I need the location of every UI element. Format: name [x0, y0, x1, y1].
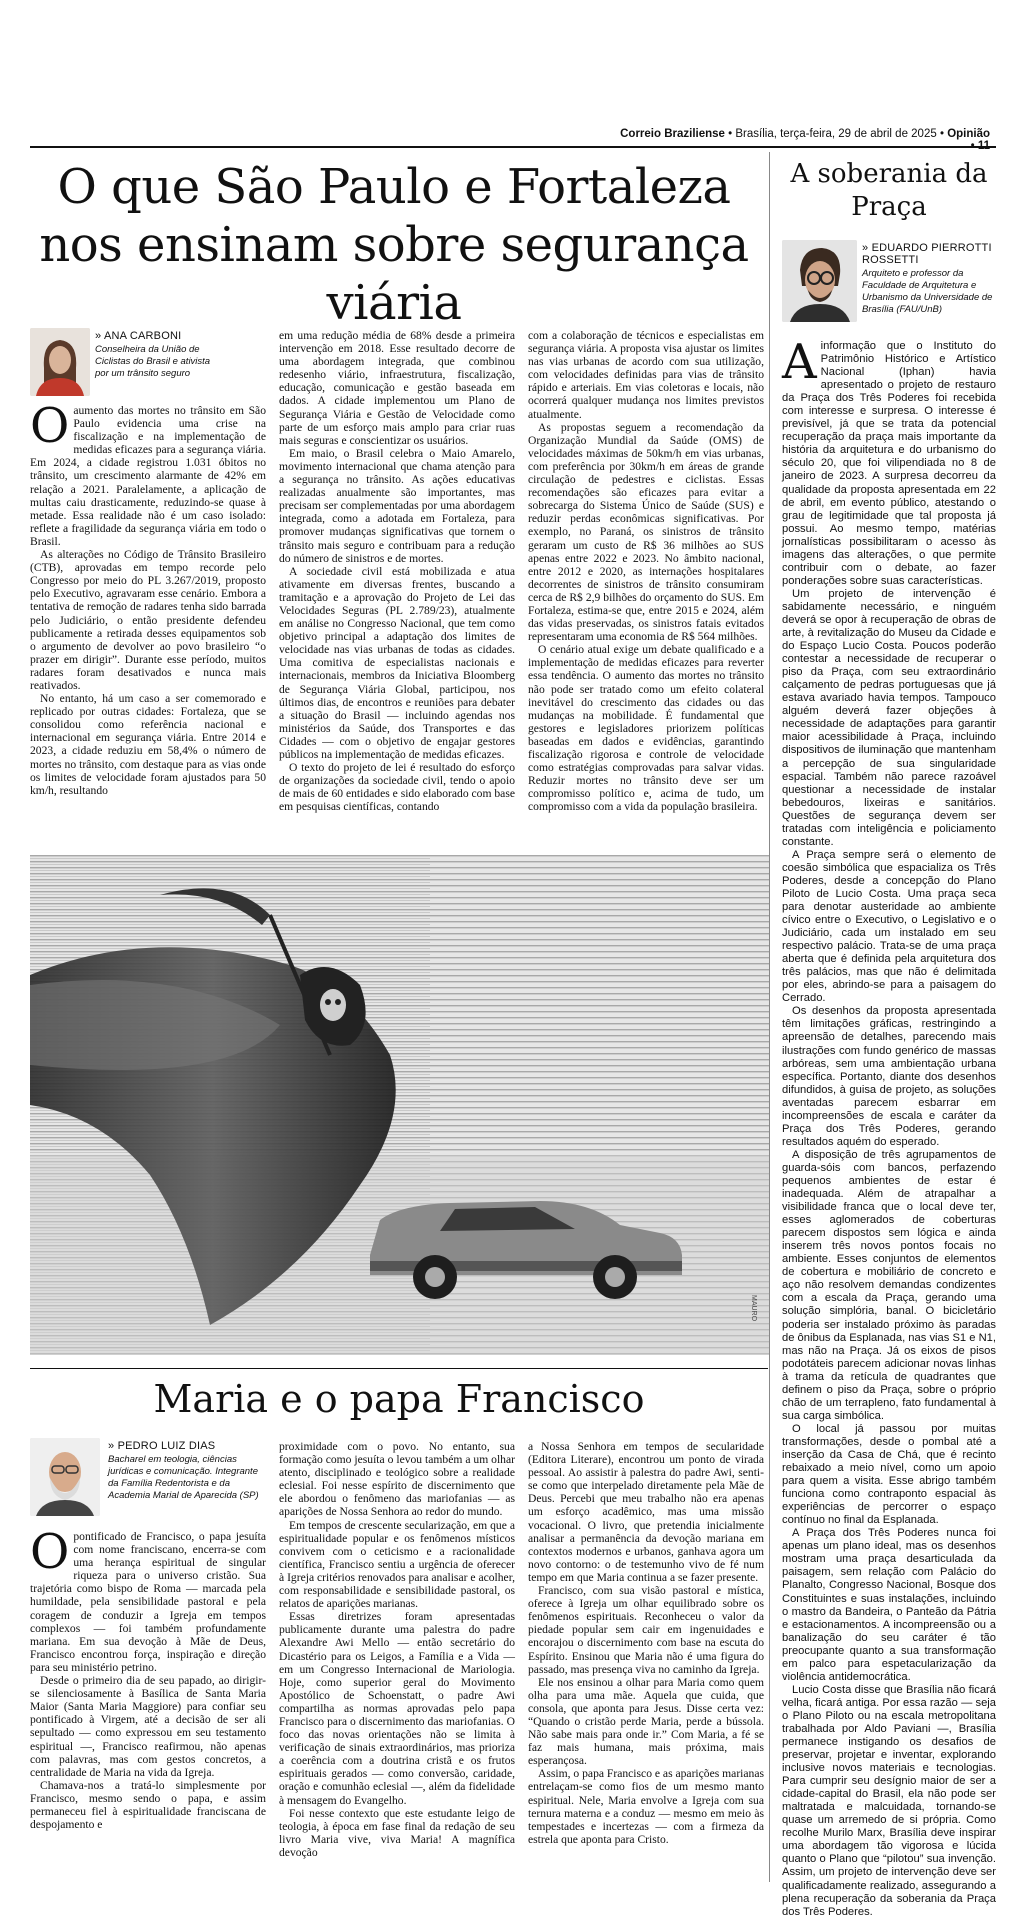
side-article-headline: A soberania da Praça — [790, 159, 988, 222]
article1-author-bio: Conselheira da União de Ciclistas do Brasil e ativista por um trânsito seguro — [95, 344, 211, 379]
article2-column-1: Opontificado de Francisco, o papa jesuíta com nome franciscano, encerra-se com uma herança espiritual de singular riqueza para o universo cristão. Sua trajetória como bispo de Roma — marcada pela humildade, pela sensibilidade pastoral e pela coragem de conduzir a Igreja em tempos complexos — foi também profundamente mariana. Em sua devoção à Mãe de Deus, Francisco encontrou força, inspiração e direção para seu ministério petrino. Desde o primeiro dia de seu papado, ao dirigir-se silenciosamente à Basílica de Santa Maria Maior (Santa Maria Maggiore) para confiar seu pontificado à Virgem, até a decisão de ser ali sepultado — como expressou em seu testamento espiritual —, Francisco reafirmou, não apenas com palavras, mas com gestos concretos, a centralidade de Maria na vida da Igreja. Chamava-nos a tratá-lo simplesmente por Francisco, mesmo sendo o papa, e assim permaneceu fiel à espiritualidade franciscana de despojamento e — [30, 1524, 266, 1832]
author-photo-pedro — [30, 1438, 100, 1516]
page-folio — [620, 128, 990, 152]
dropcap: A — [782, 334, 817, 390]
article1-column-3: com a colaboração de técnicos e especialistas em segurança viária. A proposta visa ajustar os limites nas vias urbanas de acordo com sua utilização, com velocidades definidas para vias de trânsito rápido e arteriais. Em vias coletoras e locais, não ocorrerá qualquer mudança nos limites previstos atualmente. As propostas seguem a recomendação da Organização Mundial da Saúde (OMS) de velocidades máximas de 50km/h em vias urbanas, com preferência por 30km/h em áreas de grande circulação de pedestres e ciclistas. Essas recomendações são eficazes para evitar a sobrecarga do Sistema Único de Saúde (SUS) e reduzir perdas econômicas significativas. Por exemplo, no Paraná, os sinistros de trânsito geraram um custo de R$ 36 milhões ao SUS apenas entre 2022 e 2023. No âmbito nacional, entre 2012 e 2020, as internações hospitalares decorrentes de sinistros de trânsito consumiram cerca de R$ 2,9 bilhões do orçamento do SUS. Em Fortaleza, estima-se que, entre 2015 e 2024, além das vidas preservadas, os sinistros fatais evitados representaram uma economia de R$ 564 milhões. O cenário atual exige um debate qualificado e a implementação de medidas eficazes para reverter essa tendência. O aumento das mortes no trânsito não pode ser tratado como um efeito colateral inevitável do crescimento das cidades ou das mudanças na mobilidade. É fundamental que gestores e legisladores priorizem políticas baseadas em dados e evidências, garantindo fiscalização rigorosa e controle de velocidade como estratégias comprovadas para salvar vidas. Reduzir mortes no trânsito deve ser um compromisso político e, acima de tudo, um compromisso com a vida da população brasileira. — [528, 329, 764, 814]
side-author-name: EDUARDO PIERROTTI ROSSETTI — [862, 242, 992, 266]
author-photo-eduardo — [782, 240, 857, 322]
article2-headline: Maria e o papa Francisco — [153, 1377, 645, 1421]
article1-headline: O que São Paulo e Fortaleza nos ensinam sobre segurança viária — [39, 159, 749, 331]
folio-separator: • — [728, 128, 733, 140]
article2-author-name: PEDRO LUIZ DIAS — [117, 1440, 216, 1452]
article2-author-bio: Bacharel em teologia, ciências jurídicas e comunicação. Integrante da Família Redentorista e da Academia Marial de Aparecida (SP) — [108, 1454, 259, 1501]
article2-author-block: » PEDRO LUIZ DIAS Bacharel em teologia, ciências jurídicas e comunicação. Integrante da Família Redentorista e da Academia Marial de Aparecida (SP) — [108, 1440, 268, 1502]
article1-column-2: em uma redução média de 68% desde a primeira intervenção em 2018. Esse resultado decorre de uma abordagem integrada, que combinou redesenho viário, infraestrutura, fiscalização, educação, comunicação e gestão baseada em dados. A cidade implementou um Plano de Segurança Viária e Gestão de Velocidade como parte de um esforço mais amplo para criar ruas mais seguras e conscientizar os usuários. Em maio, o Brasil celebra o Maio Amarelo, movimento internacional que chama atenção para a segurança no trânsito. As ações educativas realizadas anualmente são importantes, mas precisam ser complementadas por uma abordagem integrada, como a adotada em Fortaleza, para promover mudanças significativas que tornem o trânsito mais seguro e contribuam para a redução do número de sinistros e de mortes. A sociedade civil está mobilizada e atua ativamente em diversas frentes, buscando a tramitação e a aprovação do Projeto de Lei das Velocidades Seguras (PL 2.789/23), atualmente em análise no Congresso Nacional, que tem como objetivo principal a adaptação dos limites de velocidade nas vias urbanas de todas as cidades. Uma comitiva de especialistas nacionais e internacionais, membros da Iniciativa Bloomberg de Segurança Viária Global, participou, nos últimos dias, de encontros e reuniões para debater a situação do Brasil — incluindo agendas nos ministérios da Saúde, dos Transportes e das Cidades — com o objetivo de engajar gestores públicos na implementação de medidas eficazes. O texto do projeto de lei é resultado do esforço de organizações da sociedade civil, tendo o apoio de mais de 60 entidades e sido elaborado com base em pesquisas científicas, contando — [279, 329, 515, 814]
newspaper-name: Correio Braziliense — [620, 128, 725, 140]
top-rule — [30, 146, 996, 148]
illustration-grim-reaper-car — [30, 855, 769, 1355]
side-article-body: Ainformação que o Instituto do Patrimônio Histórico e Artístico Nacional (Iphan) havia apresentado o projeto de restauro da Praça dos Três Poderes foi recebida com interesse e surpresa. O interesse é previsível, já que se trata da potencial recuperação da praça mais importante da história da arquitetura e do urbanismo do século 20, que foi vilipendiada no 8 de janeiro de 2023. A surpresa decorreu da qualidade da proposta apresentada em 22 de abril, em evento público, atestando o grau de legitimidade que tal proposta já possui. Ao mesmo tempo, matérias jornalísticas possibilitaram o acesso às imagens das alterações, o que permite contribuir com o debate, ao fazer ponderações sobre suas características. Um projeto de intervenção é sabidamente necessário, e ninguém deverá se opor à recuperação de obras de arte, à revitalização do Museu da Cidade e do Espaço Lucio Costa. Poucos poderão contestar a necessidade de recuperar o piso da Praça, com seu extraordinário calçamento de pedras portuguesas que já estava avariado havia tempos. Tampouco alguém deverá fazer objeções à necessidade de adaptações para garantir maior acessibilidade à Praça, incluindo dispositivos de iluminação que mantenham a percepção de sua singularidade espacial. Também não parece razoável questionar a necessidade de instalar bebedouros, lixeiras e sanitários. Questões de segurança devem ser tratadas com inteligência e policiamento constante. A Praça sempre será o elemento de coesão simbólica que espacializa os Três Poderes, desde a concepção do Plano Piloto de Lucio Costa. Uma praça seca para denotar austeridade ao ambiente cívico entre o Executivo, o Legislativo e o Judiciário, cada um instalado em seu respectivo palácio. Trata-se de uma praça aberta que é definida pela arquitetura dos três palácios, mas que não é delimitada por eles, abrindo-se para a paisagem do Cerrado. Os desenhos da proposta apresentada têm limitações gráficas, restringindo a apreensão de detalhes, parecendo mais ilustrações com fundo genérico de massas arbóreas, sem uma ambientação urbana específica. Portanto, diante dos desenhos difundidos, à guisa de projeto, as soluções aventadas parecem esbarrar em incompreensões de escala e caráter da Praça dos Três Poderes, gerando resultados aquém do esperado. A disposição de três agrupamentos de guarda-sóis com bancos, perfazendo pequenos ambientes de estar é inadequada. Além de atrapalhar a visibilidade franca que o local deve ter, esses aglomerados de coberturas parecem dispostos sem lógica e ainda inserem três novos pontos focais no ambiente. Esses conjuntos de elementos de cobertura e mobiliário de concreto e aço não resolvem demandas condizentes com a escala da Praça, gerando uma solução simplória, banal. O bicicletário poderia ser instalado próximo às paradas de ônibus da Esplanada, nas vias S1 e N1, mas não na Praça. Já os eixos de pisos podotáteis parecem adicionar novas linhas à trama da retícula de quadrantes que definem o piso da Praça, sobre o próprio chão de um terrapleno, fato fundamental à sua carga simbólica. O local já passou por muitas transformações, desde o pombal até a inserção da Casa de Chá, que é recinto rebaixado a meio nível, como um apoio para quem a visita. Esse abrigo também funciona como contraponto espacial às experiências de percorrer o espaço contínuo no final da Esplanada. A Praça dos Três Poderes nunca foi apenas um plano ideal, mas os desenhos mostram uma praça desarticulada da paisagem, sem relação com Palácio do Planalto, Congresso Nacional, Bosque dos Constituintes e suas instalações, incluindo o mastro da Bandeira, o Panteão da Pátria e estacionamentos. A incompreensão ou a banalização do seu caráter é tão preocupante quanto a sua transformação em palco para espetacularização da violência antidemocrática. Lucio Costa disse que Brasília não ficará velha, ficará antiga. Por essa razão — seja o Plano Piloto ou na escala metropolitana trabalhada por Aldo Paviani —, Brasília permanece instigando os desafios de preservar, projetar e inventar, explorando inclusive novos materiais e tecnologias. Para cumprir seu desígnio maior de ser a cidade-capital do Brasil, ela não pode ser maltratada e malcuidada, tornando-se quase um arremedo de si própria. Como recolhe Murilo Marx, Brasília deve inspirar uma abordagem tão vigorosa e lúcida quanto o Plano que “pilotou” sua invenção. Assim, um projeto de intervenção deve ser qualificadamente realizado, assegurando a plena recuperação da soberania da Praça dos Três Poderes. — [782, 334, 996, 1918]
article2-column-3: a Nossa Senhora em tempos de secularidade (Editora Literare), encontrou um ponto de virada pessoal. Ao assistir à palestra do padre Awi, senti-se como que interpelado diretamente pela Mãe de Deus. Percebi que meu trabalho não era apenas um esforço acadêmico, mas uma missão vocacional. O livro, que pretendia inicialmente analisar a permanência da devoção mariana em contextos modernos e urbanos, ganhava agora um novo contorno: o de testemunho vivo de fé num tempo em que Maria continua a se fazer presente. Francisco, com sua visão pastoral e mística, oferece à Igreja um olhar equilibrado sobre os fenômenos espirituais. Reconheceu o valor da piedade popular sem cair em ingenuidades e encorajou o discernimento com base na escuta do Espírito. Ensinou que Maria não é uma figura do passado, mas presença viva no caminho da Igreja. Ele nos ensinou a olhar para Maria como quem olha para uma mãe. Aquela que cuida, que consola, que aponta para Jesus. Disse certa vez: “Quando o cristão perde Maria, perde a bússola. Não sabe mais para onde ir.” Com Maria, a fé se faz mais humana, mais próxima, mais esperançosa. Assim, o papa Francisco e as aparições marianas entrelaçam-se como fios de um mesmo manto espiritual. Nele, Maria envolve a Igreja com sua ternura materna e a conduz — mesmo em meio às tempestades e incertezas — com a firmeza da estrela que aponta para Cristo. — [528, 1440, 764, 1846]
dropcap: O — [30, 398, 70, 454]
folio-date: Brasília, terça-feira, 29 de abril de 2025 — [735, 128, 937, 140]
article1-column-1: Oaumento das mortes no trânsito em São Paulo evidencia uma crise na fiscalização e na implementação de medidas eficazes para a segurança viária. Em 2024, a cidade registrou 1.031 óbitos no trânsito, um crescimento alarmante de 42% em relação a 2021. Paralelamente, a aplicação de multas caiu drasticamente, reduzindo-se quase à metade. Essa realidade não é um caso isolado: reflete a fragilidade da segurança viária em todo o Brasil. As alterações no Código de Trânsito Brasileiro (CTB), aprovadas em tempo recorde pelo Congresso por meio do PL 3.267/2019, proposto pelo Executivo, agravaram esse cenário. Embora a tentativa de remoção de radares tenha sido barrada pelo Judiciário, o então presidente defendeu publicamente a retirada desses equipamentos sob o argumento de devolver ao povo brasileiro “o prazer em dirigir”. Durante esse período, muitos radares foram desativados e nunca mais reativados. No entanto, há um caso a ser comemorado e replicado por outras cidades: Fortaleza, que se consolidou como referência nacional e internacional em segurança viária. Entre 2014 e 2023, a cidade reduziu em 58,4% o número de mortes no trânsito, com destaque para as vias onde os limites de velocidade foram ajustados para 50 km/h, resultando — [30, 398, 266, 797]
side-author-bio: Arquiteto e professor da Faculdade de Arquitetura e Urbanismo da Universidade de Brasília (FAU/UnB) — [862, 268, 993, 315]
dropcap: O — [30, 1524, 70, 1580]
section-rule — [30, 1368, 768, 1369]
article1-author-block: » ANA CARBONI Conselheira da União de Ciclistas do Brasil e ativista por um trânsito seguro — [95, 330, 220, 380]
author-photo-ana — [30, 328, 90, 396]
folio-separator: • — [939, 128, 944, 140]
article1-author-name: ANA CARBONI — [103, 330, 182, 342]
illustration-credit: MAURO — [750, 1295, 757, 1322]
article2-column-2: proximidade com o povo. No entanto, sua formação como jesuíta o levou também a um olhar atento, disciplinado e teológico sobre a realidade eclesial. Foi nesse espírito de discernimento que ele abordou o fenômeno das mariofanias — as aparições de Nossa Senhora ao redor do mundo. Em tempos de crescente secularização, em que a espiritualidade popular e os fenômenos místicos convivem com o ceticismo e a racionalidade científica, Francisco sentiu a urgência de oferecer à Igreja critérios renovados para analisar e acolher, com responsabilidade e sensibilidade pastoral, os relatos de aparições marianas. Essas diretrizes foram apresentadas publicamente durante uma palestra do padre Alexandre Awi Mello — então secretário do Dicastério para os Leigos, a Família e a Vida — em um Congresso Internacional de Mariologia. Hoje, como superior geral do Movimento Apostólico de Schoenstatt, o padre Awi compartilha as normas aprovadas pelo papa Francisco para o discernimento das mariofanias. O foco das novas orientações não se limita à verificação de sinais extraordinários, mas prioriza a coerência com a doutrina cristã e os frutos espirituais gerados — como conversão, caridade, oração e comunhão eclesial —, além da fidelidade à mensagem do Evangelho. Foi nesse contexto que este estudante leigo de teologia, à época em fase final da redação de seu livro Maria vive, viva Maria! A magnífica devoção — [279, 1440, 515, 1859]
column-separator — [769, 152, 770, 1882]
side-author-block: » EDUARDO PIERROTTI ROSSETTI Arquiteto e professor da Faculdade de Arquitetura e Urbanismo da Universidade de Brasília (FAU/UnB) — [862, 242, 996, 316]
folio-section: Opinião — [947, 128, 990, 140]
